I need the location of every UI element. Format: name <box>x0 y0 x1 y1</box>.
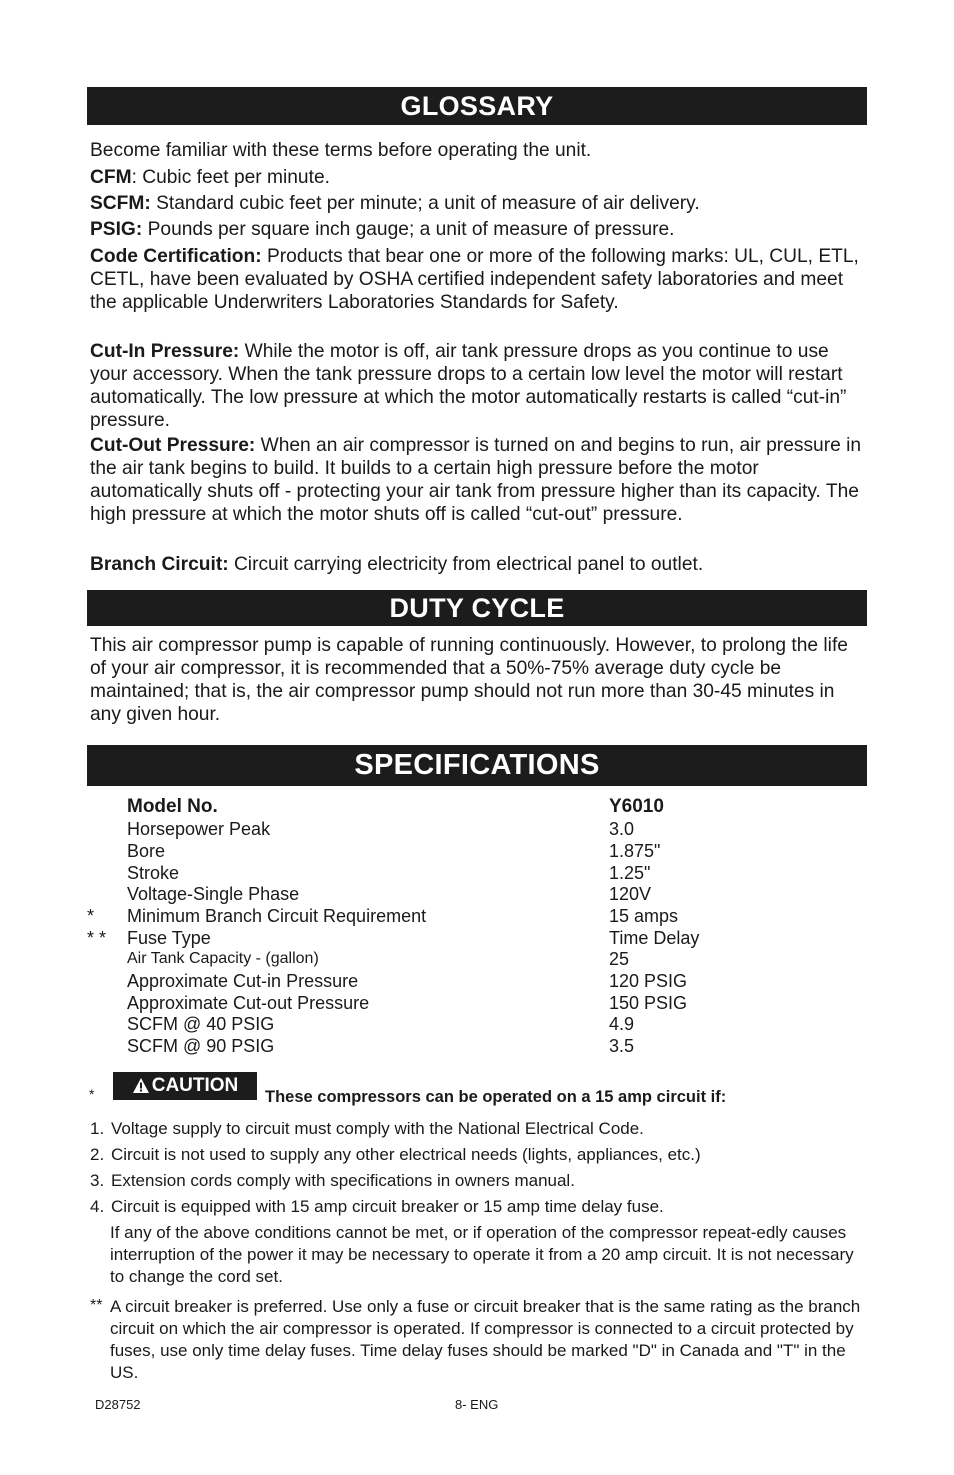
glossary-heading: GLOSSARY <box>87 87 867 125</box>
spec-row: Stroke 1.25" <box>127 863 651 883</box>
footnote-mark: ** <box>90 1297 103 1314</box>
spec-row: Horsepower Peak 3.0 <box>127 819 635 839</box>
glossary-intro: Become familiar with these terms before operating the unit. <box>90 140 592 161</box>
spec-row: SCFM @ 40 PSIG 4.9 <box>127 1014 635 1034</box>
spec-row: Approximate Cut-in Pressure 120 PSIG <box>127 971 688 991</box>
specifications-heading: SPECIFICATIONS <box>87 745 867 786</box>
spec-header-row <box>87 796 867 818</box>
spec-row: Voltage-Single Phase 120V <box>127 884 652 904</box>
glossary-term-cut-out-pressure: Cut-Out Pressure: When an air compressor is turned on and begins to run, air pressure in the air tank begins to build. It builds to a certain high pressure before the motor automatically shuts off - protecting your air tank from pressure higher than its capacity. The high pressure at which the motor shuts off is called “cut-out” pressure. <box>90 435 862 525</box>
glossary-term-cfm: CFM: Cubic feet per minute. <box>90 167 330 188</box>
spec-header-label: Model No. <box>127 796 218 817</box>
glossary-term-branch-circuit: Branch Circuit: Circuit carrying electricity from electrical panel to outlet. <box>90 554 704 575</box>
warning-triangle-icon <box>132 1077 150 1094</box>
spec-row: * Minimum Branch Circuit Requirement 15 amps <box>87 906 679 926</box>
caution-block <box>87 1072 867 1108</box>
spec-row: Air Tank Capacity - (gallon) 25 <box>127 949 630 969</box>
glossary-term-code-certification: Code Certification: Products that bear one or more of the following marks: UL, CUL, ETL, CETL, have been evaluated by OSHA certified independent safety laboratories and meet the applicable Underwriters Laboratories Standards for Safety. <box>90 246 859 313</box>
glossary-term-cut-in-pressure: Cut-In Pressure: While the motor is off, air tank pressure drops as you continue to use your accessory. When the tank pressure drops to a certain low level the motor will restart automatically. The low pressure at which the motor automatically restarts is called “cut-in” pressure. <box>90 341 847 431</box>
glossary-term-scfm: SCFM: Standard cubic feet per minute; a unit of measure of air delivery. <box>90 193 700 214</box>
caution-asterisk: * <box>89 1086 95 1102</box>
spec-row: Approximate Cut-out Pressure 150 PSIG <box>127 993 688 1013</box>
spec-row: * * Fuse Type Time Delay <box>87 928 700 948</box>
caution-badge: CAUTION <box>113 1072 257 1100</box>
spec-row: Bore 1.875" <box>127 841 661 861</box>
duty-cycle-heading: DUTY CYCLE <box>87 590 867 626</box>
caution-note: If any of the above conditions cannot be met, or if operation of the compressor repeat-edly causes interruption of the power it may be necessary to operate it from a 20 amp circuit. It is not necessary to change the cord set. <box>110 1223 854 1286</box>
spec-row: SCFM @ 90 PSIG 3.5 <box>127 1036 635 1056</box>
footnote-text: A circuit breaker is preferred. Use only a fuse or circuit breaker that is the same rating as the branch circuit on which the air compressor is operated. If compressor is connected to a circuit protected by fuses, use only time delay fuses. Time delay fuses should be marked "D" in Canada and "T" in the US. <box>110 1297 861 1382</box>
page-number: 8- ENG <box>455 1397 499 1412</box>
doc-number: D28752 <box>95 1397 141 1412</box>
caution-text: These compressors can be operated on a 15 amp circuit if: <box>265 1088 727 1106</box>
glossary-term-psig: PSIG: Pounds per square inch gauge; a unit of measure of pressure. <box>90 219 675 240</box>
duty-cycle-text: This air compressor pump is capable of running continuously. However, to prolong the life of your air compressor, it is recommended that a 50%-75% average duty cycle be maintained; that is, the air compressor pump should not run more than 30-45 minutes in any given hour. <box>90 635 848 725</box>
spec-header-value: Y6010 <box>609 796 664 817</box>
